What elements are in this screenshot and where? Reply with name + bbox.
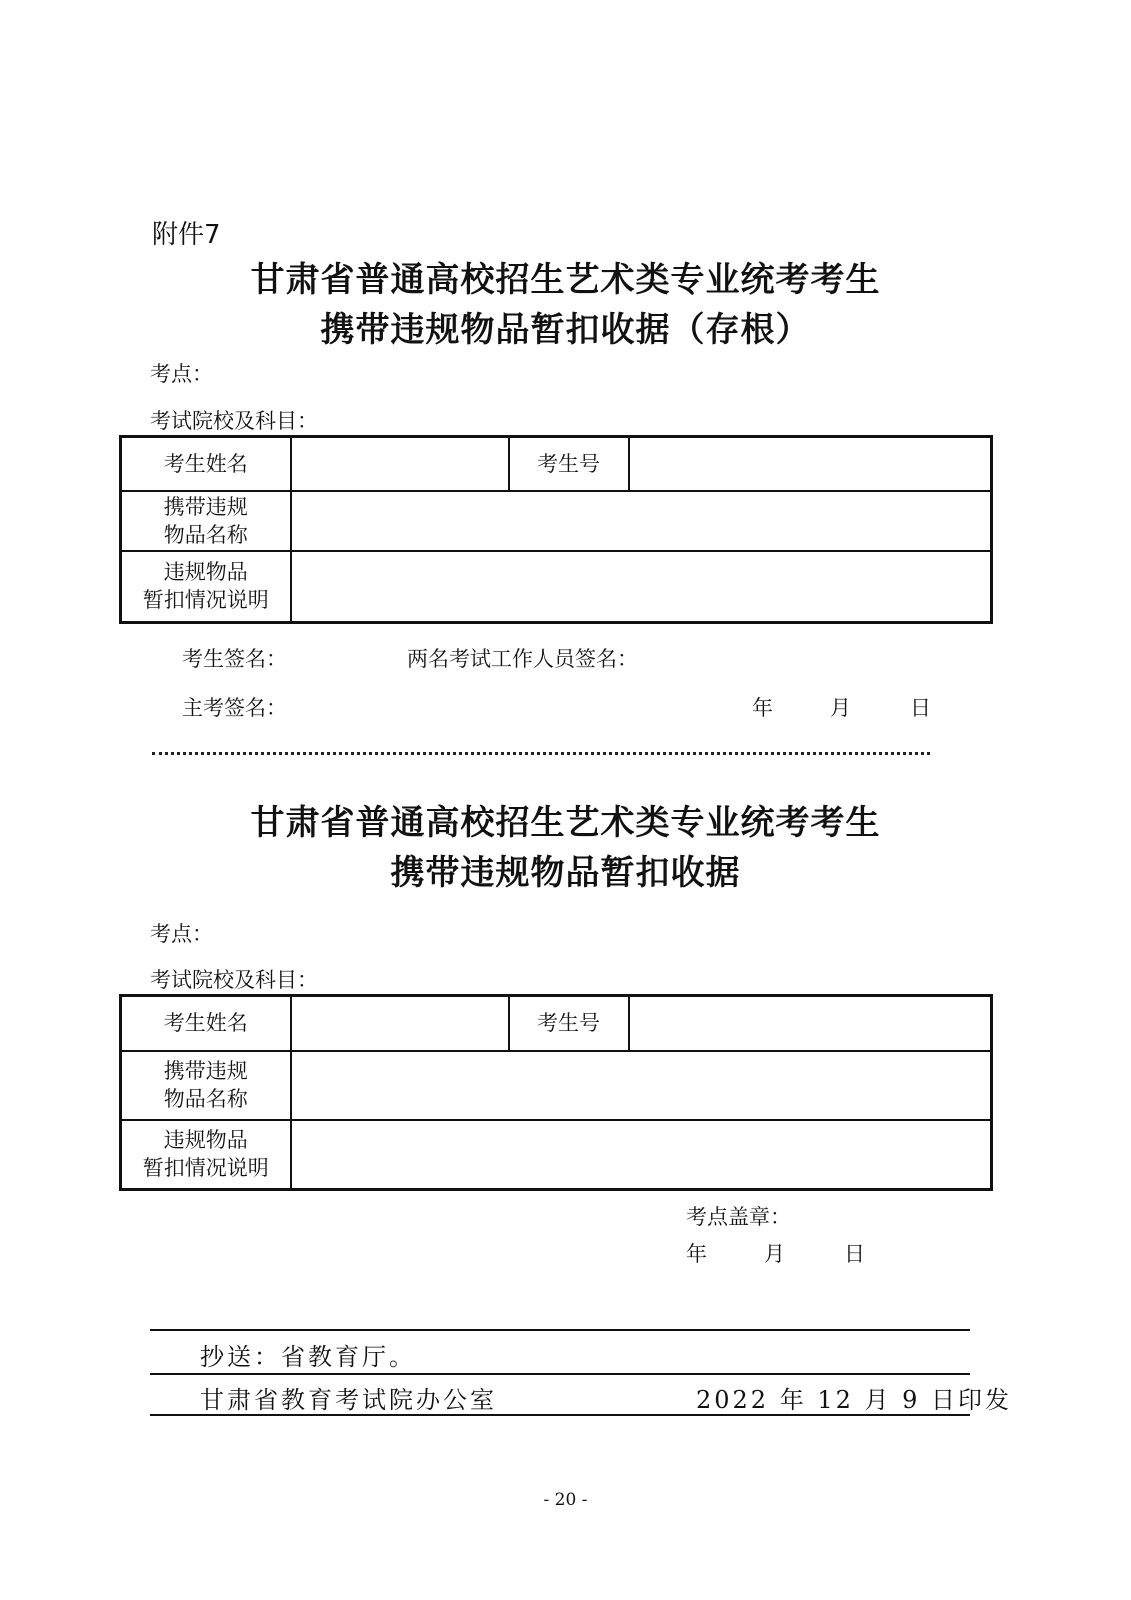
footer-issue-date: 2022 年 12 月 9 日印发 [696,1386,1013,1414]
receipt-name-label: 考生姓名 [121,996,291,1051]
stub-form-table [119,435,993,624]
stub-detain-field[interactable] [291,551,992,623]
receipt-exam-site-label: 考点： [150,922,213,946]
stub-detain-label [121,551,291,623]
receipt-detain-label [121,1120,291,1190]
stub-staff-signature-label: 两名考试工作人员签名： [407,647,638,671]
footer-rule-top [150,1329,970,1331]
stub-number-field[interactable] [629,437,992,491]
receipt-date-day: 日 [844,1242,865,1266]
receipt-number-label: 考生号 [509,996,629,1051]
receipt-item-name-label-line2: 物品名称 [163,1087,248,1111]
footer-rule-middle [150,1373,970,1375]
receipt-item-name-label [121,1051,291,1120]
stub-item-name-label-line1: 携带违规 [163,494,248,519]
receipt-school-subject-label: 考试院校及科目： [150,968,318,992]
receipt-form-table [119,994,993,1191]
stub-item-name-label-line2: 物品名称 [163,522,248,547]
stub-title-line2: 携带违规物品暂扣收据（存根） [320,310,811,350]
stub-title-line1: 甘肃省普通高校招生艺术类专业统考考生 [250,260,881,300]
stub-detain-label-line2: 暂扣情况说明 [142,588,269,613]
stub-name-field[interactable] [291,437,509,491]
receipt-number-field[interactable] [629,996,992,1051]
stub-date-day: 日 [910,696,931,720]
stub-chief-signature-label: 主考签名： [182,696,287,720]
stub-school-subject-label: 考试院校及科目： [150,409,318,433]
stub-date-year: 年 [752,696,773,720]
receipt-title-line2: 携带违规物品暂扣收据 [390,853,741,893]
receipt-title-line1: 甘肃省普通高校招生艺术类专业统考考生 [250,803,881,843]
attachment-label: 附件7 [152,220,221,250]
stub-date-month: 月 [830,696,851,720]
stub-exam-site-label: 考点： [150,362,213,386]
footer-cc: 抄送：省教育厅。 [200,1343,416,1371]
page-number: - 20 - [543,1490,588,1510]
footer-rule-bottom [150,1414,970,1416]
stub-detain-label-line1: 违规物品 [163,560,248,585]
receipt-detain-label-line2: 暂扣情况说明 [142,1156,269,1181]
stub-candidate-signature-label: 考生签名： [182,647,287,671]
receipt-date-year: 年 [686,1242,707,1266]
receipt-seal-label: 考点盖章： [686,1205,791,1229]
stub-name-label: 考生姓名 [121,437,291,491]
receipt-detain-label-line1: 违规物品 [163,1128,248,1153]
stub-item-name-label [121,491,291,551]
receipt-name-field[interactable] [291,996,509,1051]
footer-issuer: 甘肃省教育考试院办公室 [200,1386,497,1414]
stub-item-name-field[interactable] [291,491,992,551]
stub-number-label: 考生号 [509,437,629,491]
receipt-item-name-label-line1: 携带违规 [163,1059,248,1083]
receipt-date-month: 月 [764,1242,785,1266]
receipt-item-name-field[interactable] [291,1051,992,1120]
cut-line [152,752,930,755]
receipt-detain-field[interactable] [291,1120,992,1190]
